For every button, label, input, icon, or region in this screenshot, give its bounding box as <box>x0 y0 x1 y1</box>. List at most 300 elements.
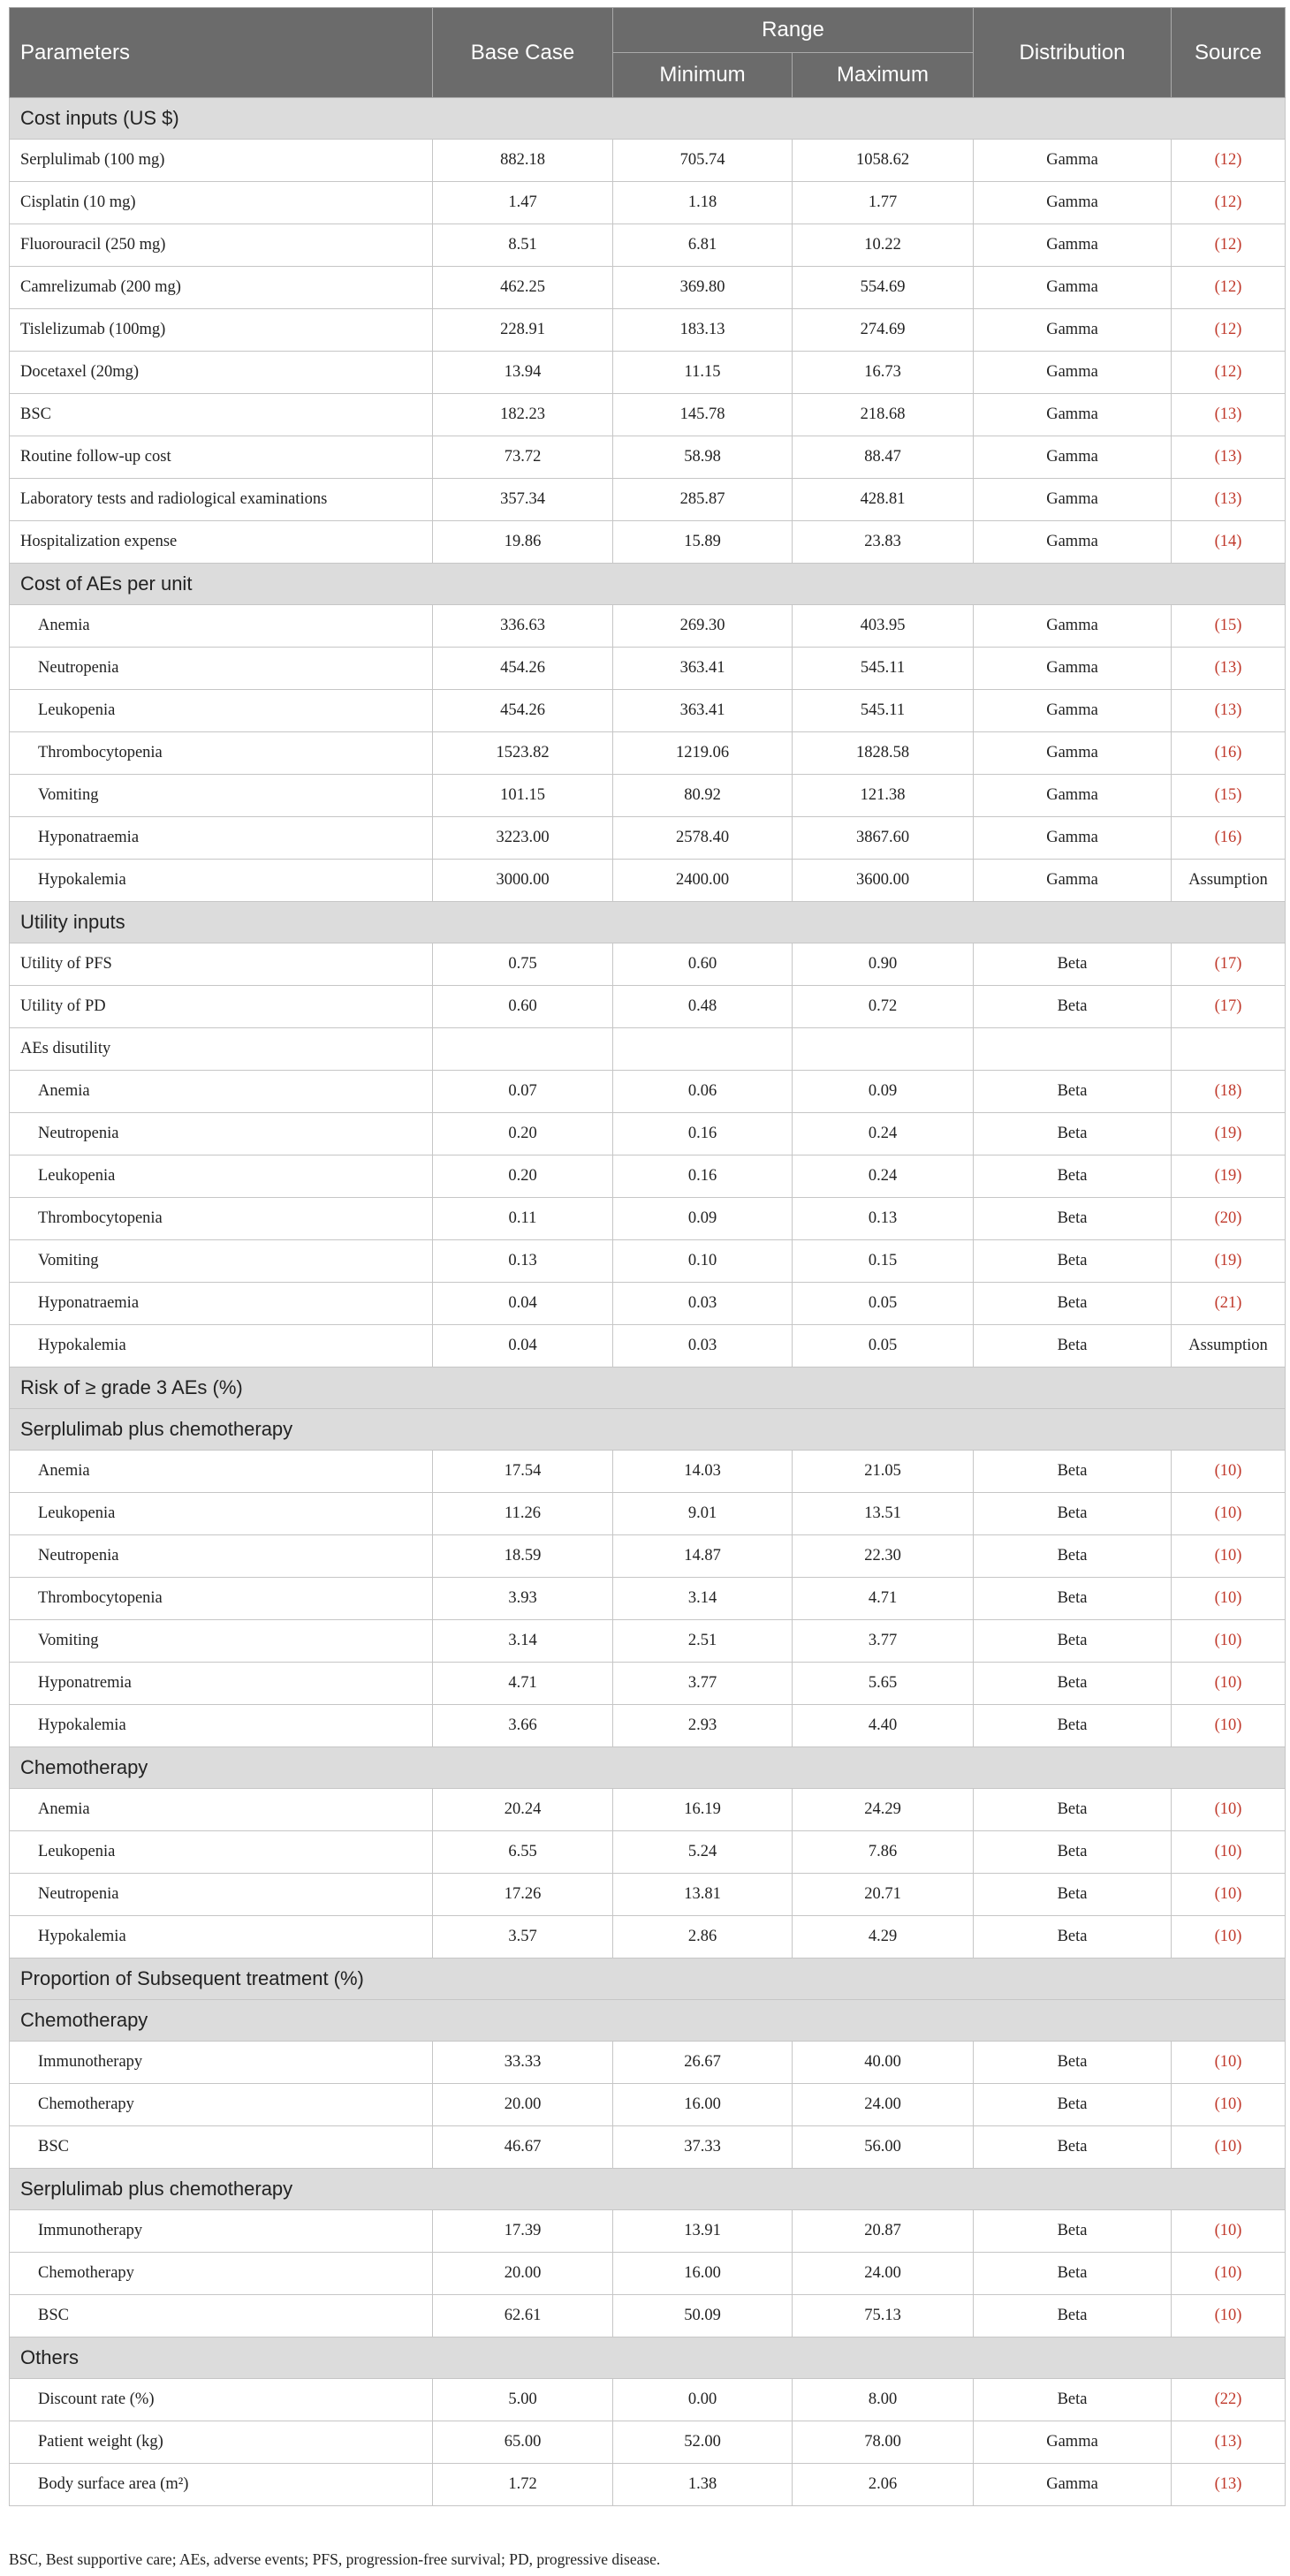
source-cell: (14) <box>1172 521 1286 564</box>
table-row <box>10 1874 1286 1916</box>
base-case-cell: 5.00 <box>433 2379 613 2421</box>
maximum-cell: 78.00 <box>793 2421 974 2464</box>
maximum-cell: 75.13 <box>793 2295 974 2337</box>
section-label: Serplulimab plus chemotherapy <box>10 2169 1286 2210</box>
minimum-cell: 2400.00 <box>613 860 793 902</box>
minimum-cell: 11.15 <box>613 352 793 394</box>
table-row <box>10 2421 1286 2464</box>
maximum-cell: 3867.60 <box>793 817 974 860</box>
table-row <box>10 1155 1286 1198</box>
base-case-cell: 228.91 <box>433 309 613 352</box>
source-cell: (13) <box>1172 436 1286 479</box>
table-row <box>10 1325 1286 1368</box>
maximum-cell: 0.13 <box>793 1198 974 1240</box>
source-cell: (13) <box>1172 479 1286 521</box>
parameter-cell: Laboratory tests and radiological examinations <box>10 479 433 521</box>
source-cell <box>1172 1028 1286 1071</box>
distribution-cell: Beta <box>974 1155 1172 1198</box>
section-row <box>10 2000 1286 2042</box>
minimum-cell: 9.01 <box>613 1493 793 1535</box>
maximum-cell: 20.71 <box>793 1874 974 1916</box>
parameter-cell: Fluorouracil (250 mg) <box>10 224 433 267</box>
source-cell: Assumption <box>1172 860 1286 902</box>
source-cell: (13) <box>1172 648 1286 690</box>
table-row <box>10 2126 1286 2169</box>
source-cell: (10) <box>1172 1493 1286 1535</box>
distribution-cell: Beta <box>974 1535 1172 1578</box>
base-case-cell: 3000.00 <box>433 860 613 902</box>
maximum-cell: 1.77 <box>793 182 974 224</box>
minimum-cell: 285.87 <box>613 479 793 521</box>
distribution-cell: Gamma <box>974 267 1172 309</box>
source-cell: (12) <box>1172 140 1286 182</box>
table-row <box>10 605 1286 648</box>
base-case-cell: 336.63 <box>433 605 613 648</box>
table-row <box>10 732 1286 775</box>
minimum-cell: 5.24 <box>613 1831 793 1874</box>
distribution-cell: Beta <box>974 943 1172 986</box>
header-distribution: Distribution <box>974 8 1172 98</box>
parameter-cell: Anemia <box>10 1451 433 1493</box>
distribution-cell: Beta <box>974 1663 1172 1705</box>
minimum-cell: 705.74 <box>613 140 793 182</box>
table-footnote: BSC, Best supportive care; AEs, adverse events; PFS, progression-free survival; PD, progressive disease. <box>9 2550 661 2568</box>
parameter-cell: Tislelizumab (100mg) <box>10 309 433 352</box>
parameter-cell: Hypokalemia <box>10 1705 433 1747</box>
table-row <box>10 394 1286 436</box>
section-label: Cost inputs (US $) <box>10 98 1286 140</box>
distribution-cell: Gamma <box>974 690 1172 732</box>
base-case-cell: 454.26 <box>433 690 613 732</box>
table-row <box>10 224 1286 267</box>
table-row <box>10 1493 1286 1535</box>
parameter-cell: Thrombocytopenia <box>10 732 433 775</box>
minimum-cell: 0.00 <box>613 2379 793 2421</box>
maximum-cell: 88.47 <box>793 436 974 479</box>
table-row <box>10 986 1286 1028</box>
source-cell: (19) <box>1172 1113 1286 1155</box>
distribution-cell: Beta <box>974 1578 1172 1620</box>
distribution-cell: Gamma <box>974 2464 1172 2506</box>
distribution-cell: Gamma <box>974 732 1172 775</box>
section-label: Cost of AEs per unit <box>10 564 1286 605</box>
parameter-cell: Vomiting <box>10 1240 433 1283</box>
header-maximum: Maximum <box>793 53 974 98</box>
parameter-cell: Camrelizumab (200 mg) <box>10 267 433 309</box>
source-cell: (10) <box>1172 2084 1286 2126</box>
distribution-cell: Gamma <box>974 2421 1172 2464</box>
parameter-cell: Vomiting <box>10 775 433 817</box>
parameter-cell: Utility of PD <box>10 986 433 1028</box>
source-cell: (10) <box>1172 1663 1286 1705</box>
maximum-cell: 0.90 <box>793 943 974 986</box>
base-case-cell: 17.54 <box>433 1451 613 1493</box>
maximum-cell: 5.65 <box>793 1663 974 1705</box>
table-row <box>10 140 1286 182</box>
maximum-cell: 20.87 <box>793 2210 974 2253</box>
header-range: Range <box>613 8 974 53</box>
section-row <box>10 1368 1286 1409</box>
source-cell: (10) <box>1172 2295 1286 2337</box>
section-row <box>10 98 1286 140</box>
maximum-cell: 0.72 <box>793 986 974 1028</box>
base-case-cell: 0.20 <box>433 1155 613 1198</box>
minimum-cell: 269.30 <box>613 605 793 648</box>
source-cell: (18) <box>1172 1071 1286 1113</box>
distribution-cell: Gamma <box>974 521 1172 564</box>
minimum-cell: 363.41 <box>613 690 793 732</box>
parameter-cell: Hypokalemia <box>10 1325 433 1368</box>
maximum-cell: 8.00 <box>793 2379 974 2421</box>
base-case-cell <box>433 1028 613 1071</box>
table-row <box>10 479 1286 521</box>
parameter-cell: Hyponatraemia <box>10 817 433 860</box>
source-cell: (10) <box>1172 1916 1286 1959</box>
minimum-cell: 14.03 <box>613 1451 793 1493</box>
parameter-cell: Thrombocytopenia <box>10 1198 433 1240</box>
table-row <box>10 1451 1286 1493</box>
minimum-cell: 0.48 <box>613 986 793 1028</box>
distribution-cell: Gamma <box>974 309 1172 352</box>
table-row <box>10 1283 1286 1325</box>
distribution-cell: Gamma <box>974 775 1172 817</box>
distribution-cell: Beta <box>974 2295 1172 2337</box>
parameter-cell: Neutropenia <box>10 1874 433 1916</box>
header-source: Source <box>1172 8 1286 98</box>
maximum-cell: 23.83 <box>793 521 974 564</box>
table-row <box>10 1113 1286 1155</box>
distribution-cell: Gamma <box>974 817 1172 860</box>
distribution-cell: Beta <box>974 1113 1172 1155</box>
distribution-cell: Beta <box>974 986 1172 1028</box>
maximum-cell: 40.00 <box>793 2042 974 2084</box>
minimum-cell: 0.03 <box>613 1283 793 1325</box>
base-case-cell: 19.86 <box>433 521 613 564</box>
table-row <box>10 1071 1286 1113</box>
maximum-cell: 16.73 <box>793 352 974 394</box>
base-case-cell: 101.15 <box>433 775 613 817</box>
parameter-cell: Thrombocytopenia <box>10 1578 433 1620</box>
maximum-cell: 1058.62 <box>793 140 974 182</box>
base-case-cell: 73.72 <box>433 436 613 479</box>
source-cell: (15) <box>1172 605 1286 648</box>
maximum-cell: 13.51 <box>793 1493 974 1535</box>
minimum-cell: 0.16 <box>613 1155 793 1198</box>
minimum-cell: 369.80 <box>613 267 793 309</box>
distribution-cell: Beta <box>974 2253 1172 2295</box>
minimum-cell: 0.03 <box>613 1325 793 1368</box>
source-cell: (10) <box>1172 2210 1286 2253</box>
table-row <box>10 2210 1286 2253</box>
source-cell: (20) <box>1172 1198 1286 1240</box>
parameter-cell: Immunotherapy <box>10 2210 433 2253</box>
parameter-cell: Chemotherapy <box>10 2084 433 2126</box>
base-case-cell: 0.04 <box>433 1325 613 1368</box>
parameter-cell: Hypokalemia <box>10 860 433 902</box>
base-case-cell: 0.04 <box>433 1283 613 1325</box>
distribution-cell: Gamma <box>974 605 1172 648</box>
distribution-cell: Gamma <box>974 860 1172 902</box>
parameter-cell: Docetaxel (20mg) <box>10 352 433 394</box>
section-row <box>10 2169 1286 2210</box>
distribution-cell: Beta <box>974 1283 1172 1325</box>
minimum-cell: 16.19 <box>613 1789 793 1831</box>
source-cell: (10) <box>1172 1831 1286 1874</box>
section-label: Chemotherapy <box>10 2000 1286 2042</box>
minimum-cell: 15.89 <box>613 521 793 564</box>
maximum-cell: 0.05 <box>793 1325 974 1368</box>
source-cell: (13) <box>1172 2421 1286 2464</box>
table-header <box>10 8 1286 98</box>
parameter-cell: Hospitalization expense <box>10 521 433 564</box>
table-row <box>10 817 1286 860</box>
table-row <box>10 1240 1286 1283</box>
source-cell: (12) <box>1172 309 1286 352</box>
minimum-cell: 2.86 <box>613 1916 793 1959</box>
base-case-cell: 3.93 <box>433 1578 613 1620</box>
base-case-cell: 17.26 <box>433 1874 613 1916</box>
minimum-cell: 145.78 <box>613 394 793 436</box>
parameter-cell: Hyponatremia <box>10 1663 433 1705</box>
base-case-cell: 1523.82 <box>433 732 613 775</box>
source-cell: (13) <box>1172 394 1286 436</box>
table-row <box>10 521 1286 564</box>
source-cell: Assumption <box>1172 1325 1286 1368</box>
maximum-cell: 21.05 <box>793 1451 974 1493</box>
distribution-cell: Beta <box>974 2084 1172 2126</box>
parameter-cell: Serplulimab (100 mg) <box>10 140 433 182</box>
maximum-cell: 2.06 <box>793 2464 974 2506</box>
minimum-cell: 1.18 <box>613 182 793 224</box>
minimum-cell: 16.00 <box>613 2084 793 2126</box>
table-row <box>10 1535 1286 1578</box>
base-case-cell: 11.26 <box>433 1493 613 1535</box>
source-cell: (12) <box>1172 224 1286 267</box>
base-case-cell: 0.60 <box>433 986 613 1028</box>
table-row <box>10 1705 1286 1747</box>
distribution-cell: Gamma <box>974 224 1172 267</box>
minimum-cell: 1219.06 <box>613 732 793 775</box>
maximum-cell <box>793 1028 974 1071</box>
section-row <box>10 902 1286 943</box>
parameter-cell: Leukopenia <box>10 690 433 732</box>
source-cell: (10) <box>1172 2042 1286 2084</box>
maximum-cell: 10.22 <box>793 224 974 267</box>
parameter-cell: BSC <box>10 2295 433 2337</box>
distribution-cell: Gamma <box>974 394 1172 436</box>
distribution-cell: Beta <box>974 2210 1172 2253</box>
maximum-cell: 428.81 <box>793 479 974 521</box>
section-label: Utility inputs <box>10 902 1286 943</box>
minimum-cell: 14.87 <box>613 1535 793 1578</box>
table-row <box>10 352 1286 394</box>
minimum-cell: 363.41 <box>613 648 793 690</box>
parameter-cell: Cisplatin (10 mg) <box>10 182 433 224</box>
distribution-cell: Gamma <box>974 648 1172 690</box>
minimum-cell: 16.00 <box>613 2253 793 2295</box>
maximum-cell: 274.69 <box>793 309 974 352</box>
minimum-cell: 0.06 <box>613 1071 793 1113</box>
distribution-cell: Beta <box>974 1789 1172 1831</box>
maximum-cell: 56.00 <box>793 2126 974 2169</box>
minimum-cell: 0.10 <box>613 1240 793 1283</box>
table-row <box>10 648 1286 690</box>
maximum-cell: 4.40 <box>793 1705 974 1747</box>
maximum-cell: 0.09 <box>793 1071 974 1113</box>
parameter-cell: Anemia <box>10 1789 433 1831</box>
minimum-cell: 1.38 <box>613 2464 793 2506</box>
minimum-cell: 37.33 <box>613 2126 793 2169</box>
base-case-cell: 8.51 <box>433 224 613 267</box>
base-case-cell: 454.26 <box>433 648 613 690</box>
table-row <box>10 1578 1286 1620</box>
parameter-cell: Neutropenia <box>10 1113 433 1155</box>
base-case-cell: 0.11 <box>433 1198 613 1240</box>
base-case-cell: 20.00 <box>433 2084 613 2126</box>
source-cell: (15) <box>1172 775 1286 817</box>
minimum-cell <box>613 1028 793 1071</box>
table-row <box>10 690 1286 732</box>
table-row <box>10 860 1286 902</box>
maximum-cell: 0.05 <box>793 1283 974 1325</box>
maximum-cell: 218.68 <box>793 394 974 436</box>
maximum-cell: 0.15 <box>793 1240 974 1283</box>
source-cell: (12) <box>1172 352 1286 394</box>
parameter-cell: Neutropenia <box>10 1535 433 1578</box>
base-case-cell: 3.66 <box>433 1705 613 1747</box>
table-row <box>10 309 1286 352</box>
distribution-cell: Beta <box>974 1620 1172 1663</box>
minimum-cell: 26.67 <box>613 2042 793 2084</box>
distribution-cell: Gamma <box>974 140 1172 182</box>
table-row <box>10 182 1286 224</box>
source-cell: (10) <box>1172 2253 1286 2295</box>
table-row <box>10 1028 1286 1071</box>
base-case-cell: 3.14 <box>433 1620 613 1663</box>
table-row <box>10 2295 1286 2337</box>
source-cell: (10) <box>1172 1874 1286 1916</box>
table-row <box>10 2042 1286 2084</box>
table-row <box>10 2084 1286 2126</box>
table-row <box>10 1663 1286 1705</box>
distribution-cell: Beta <box>974 1493 1172 1535</box>
section-label: Others <box>10 2337 1286 2379</box>
base-case-cell: 182.23 <box>433 394 613 436</box>
maximum-cell: 0.24 <box>793 1113 974 1155</box>
parameter-cell: Utility of PFS <box>10 943 433 986</box>
minimum-cell: 183.13 <box>613 309 793 352</box>
source-cell: (16) <box>1172 732 1286 775</box>
header-base-case: Base Case <box>433 8 613 98</box>
table-row <box>10 1620 1286 1663</box>
maximum-cell: 1828.58 <box>793 732 974 775</box>
section-label: Chemotherapy <box>10 1747 1286 1789</box>
source-cell: (22) <box>1172 2379 1286 2421</box>
parameter-cell: Routine follow-up cost <box>10 436 433 479</box>
parameter-cell: Hyponatraemia <box>10 1283 433 1325</box>
parameter-cell: Anemia <box>10 1071 433 1113</box>
parameter-cell: Patient weight (kg) <box>10 2421 433 2464</box>
base-case-cell: 357.34 <box>433 479 613 521</box>
maximum-cell: 0.24 <box>793 1155 974 1198</box>
maximum-cell: 3.77 <box>793 1620 974 1663</box>
maximum-cell: 4.29 <box>793 1916 974 1959</box>
source-cell: (19) <box>1172 1240 1286 1283</box>
section-row <box>10 1409 1286 1451</box>
distribution-cell: Beta <box>974 2126 1172 2169</box>
parameter-cell: Anemia <box>10 605 433 648</box>
distribution-cell: Gamma <box>974 436 1172 479</box>
source-cell: (10) <box>1172 1620 1286 1663</box>
maximum-cell: 24.00 <box>793 2253 974 2295</box>
table-row <box>10 2379 1286 2421</box>
parameter-cell: AEs disutility <box>10 1028 433 1071</box>
section-label: Proportion of Subsequent treatment (%) <box>10 1959 1286 2000</box>
minimum-cell: 52.00 <box>613 2421 793 2464</box>
base-case-cell: 13.94 <box>433 352 613 394</box>
maximum-cell: 22.30 <box>793 1535 974 1578</box>
source-cell: (13) <box>1172 690 1286 732</box>
minimum-cell: 2.93 <box>613 1705 793 1747</box>
base-case-cell: 3223.00 <box>433 817 613 860</box>
distribution-cell: Beta <box>974 2379 1172 2421</box>
section-row <box>10 564 1286 605</box>
table-row <box>10 1198 1286 1240</box>
table-row <box>10 2464 1286 2506</box>
base-case-cell: 33.33 <box>433 2042 613 2084</box>
distribution-cell: Beta <box>974 1325 1172 1368</box>
parameter-cell: Vomiting <box>10 1620 433 1663</box>
parameter-cell: Immunotherapy <box>10 2042 433 2084</box>
parameters-table <box>9 7 1286 2506</box>
section-row <box>10 1959 1286 2000</box>
distribution-cell: Beta <box>974 1071 1172 1113</box>
parameter-cell: Leukopenia <box>10 1831 433 1874</box>
source-cell: (16) <box>1172 817 1286 860</box>
distribution-cell: Gamma <box>974 352 1172 394</box>
distribution-cell: Beta <box>974 2042 1172 2084</box>
base-case-cell: 0.75 <box>433 943 613 986</box>
table-row <box>10 436 1286 479</box>
minimum-cell: 2578.40 <box>613 817 793 860</box>
distribution-cell: Beta <box>974 1198 1172 1240</box>
distribution-cell: Beta <box>974 1705 1172 1747</box>
maximum-cell: 4.71 <box>793 1578 974 1620</box>
base-case-cell: 462.25 <box>433 267 613 309</box>
table-row <box>10 1831 1286 1874</box>
parameter-cell: Hypokalemia <box>10 1916 433 1959</box>
source-cell: (10) <box>1172 2126 1286 2169</box>
source-cell: (10) <box>1172 1535 1286 1578</box>
base-case-cell: 6.55 <box>433 1831 613 1874</box>
distribution-cell: Beta <box>974 1240 1172 1283</box>
maximum-cell: 121.38 <box>793 775 974 817</box>
base-case-cell: 0.13 <box>433 1240 613 1283</box>
source-cell: (17) <box>1172 986 1286 1028</box>
base-case-cell: 4.71 <box>433 1663 613 1705</box>
base-case-cell: 0.20 <box>433 1113 613 1155</box>
minimum-cell: 13.91 <box>613 2210 793 2253</box>
source-cell: (12) <box>1172 182 1286 224</box>
minimum-cell: 50.09 <box>613 2295 793 2337</box>
table-row <box>10 943 1286 986</box>
header-minimum: Minimum <box>613 53 793 98</box>
minimum-cell: 2.51 <box>613 1620 793 1663</box>
source-cell: (10) <box>1172 1578 1286 1620</box>
minimum-cell: 58.98 <box>613 436 793 479</box>
section-label: Serplulimab plus chemotherapy <box>10 1409 1286 1451</box>
minimum-cell: 0.09 <box>613 1198 793 1240</box>
